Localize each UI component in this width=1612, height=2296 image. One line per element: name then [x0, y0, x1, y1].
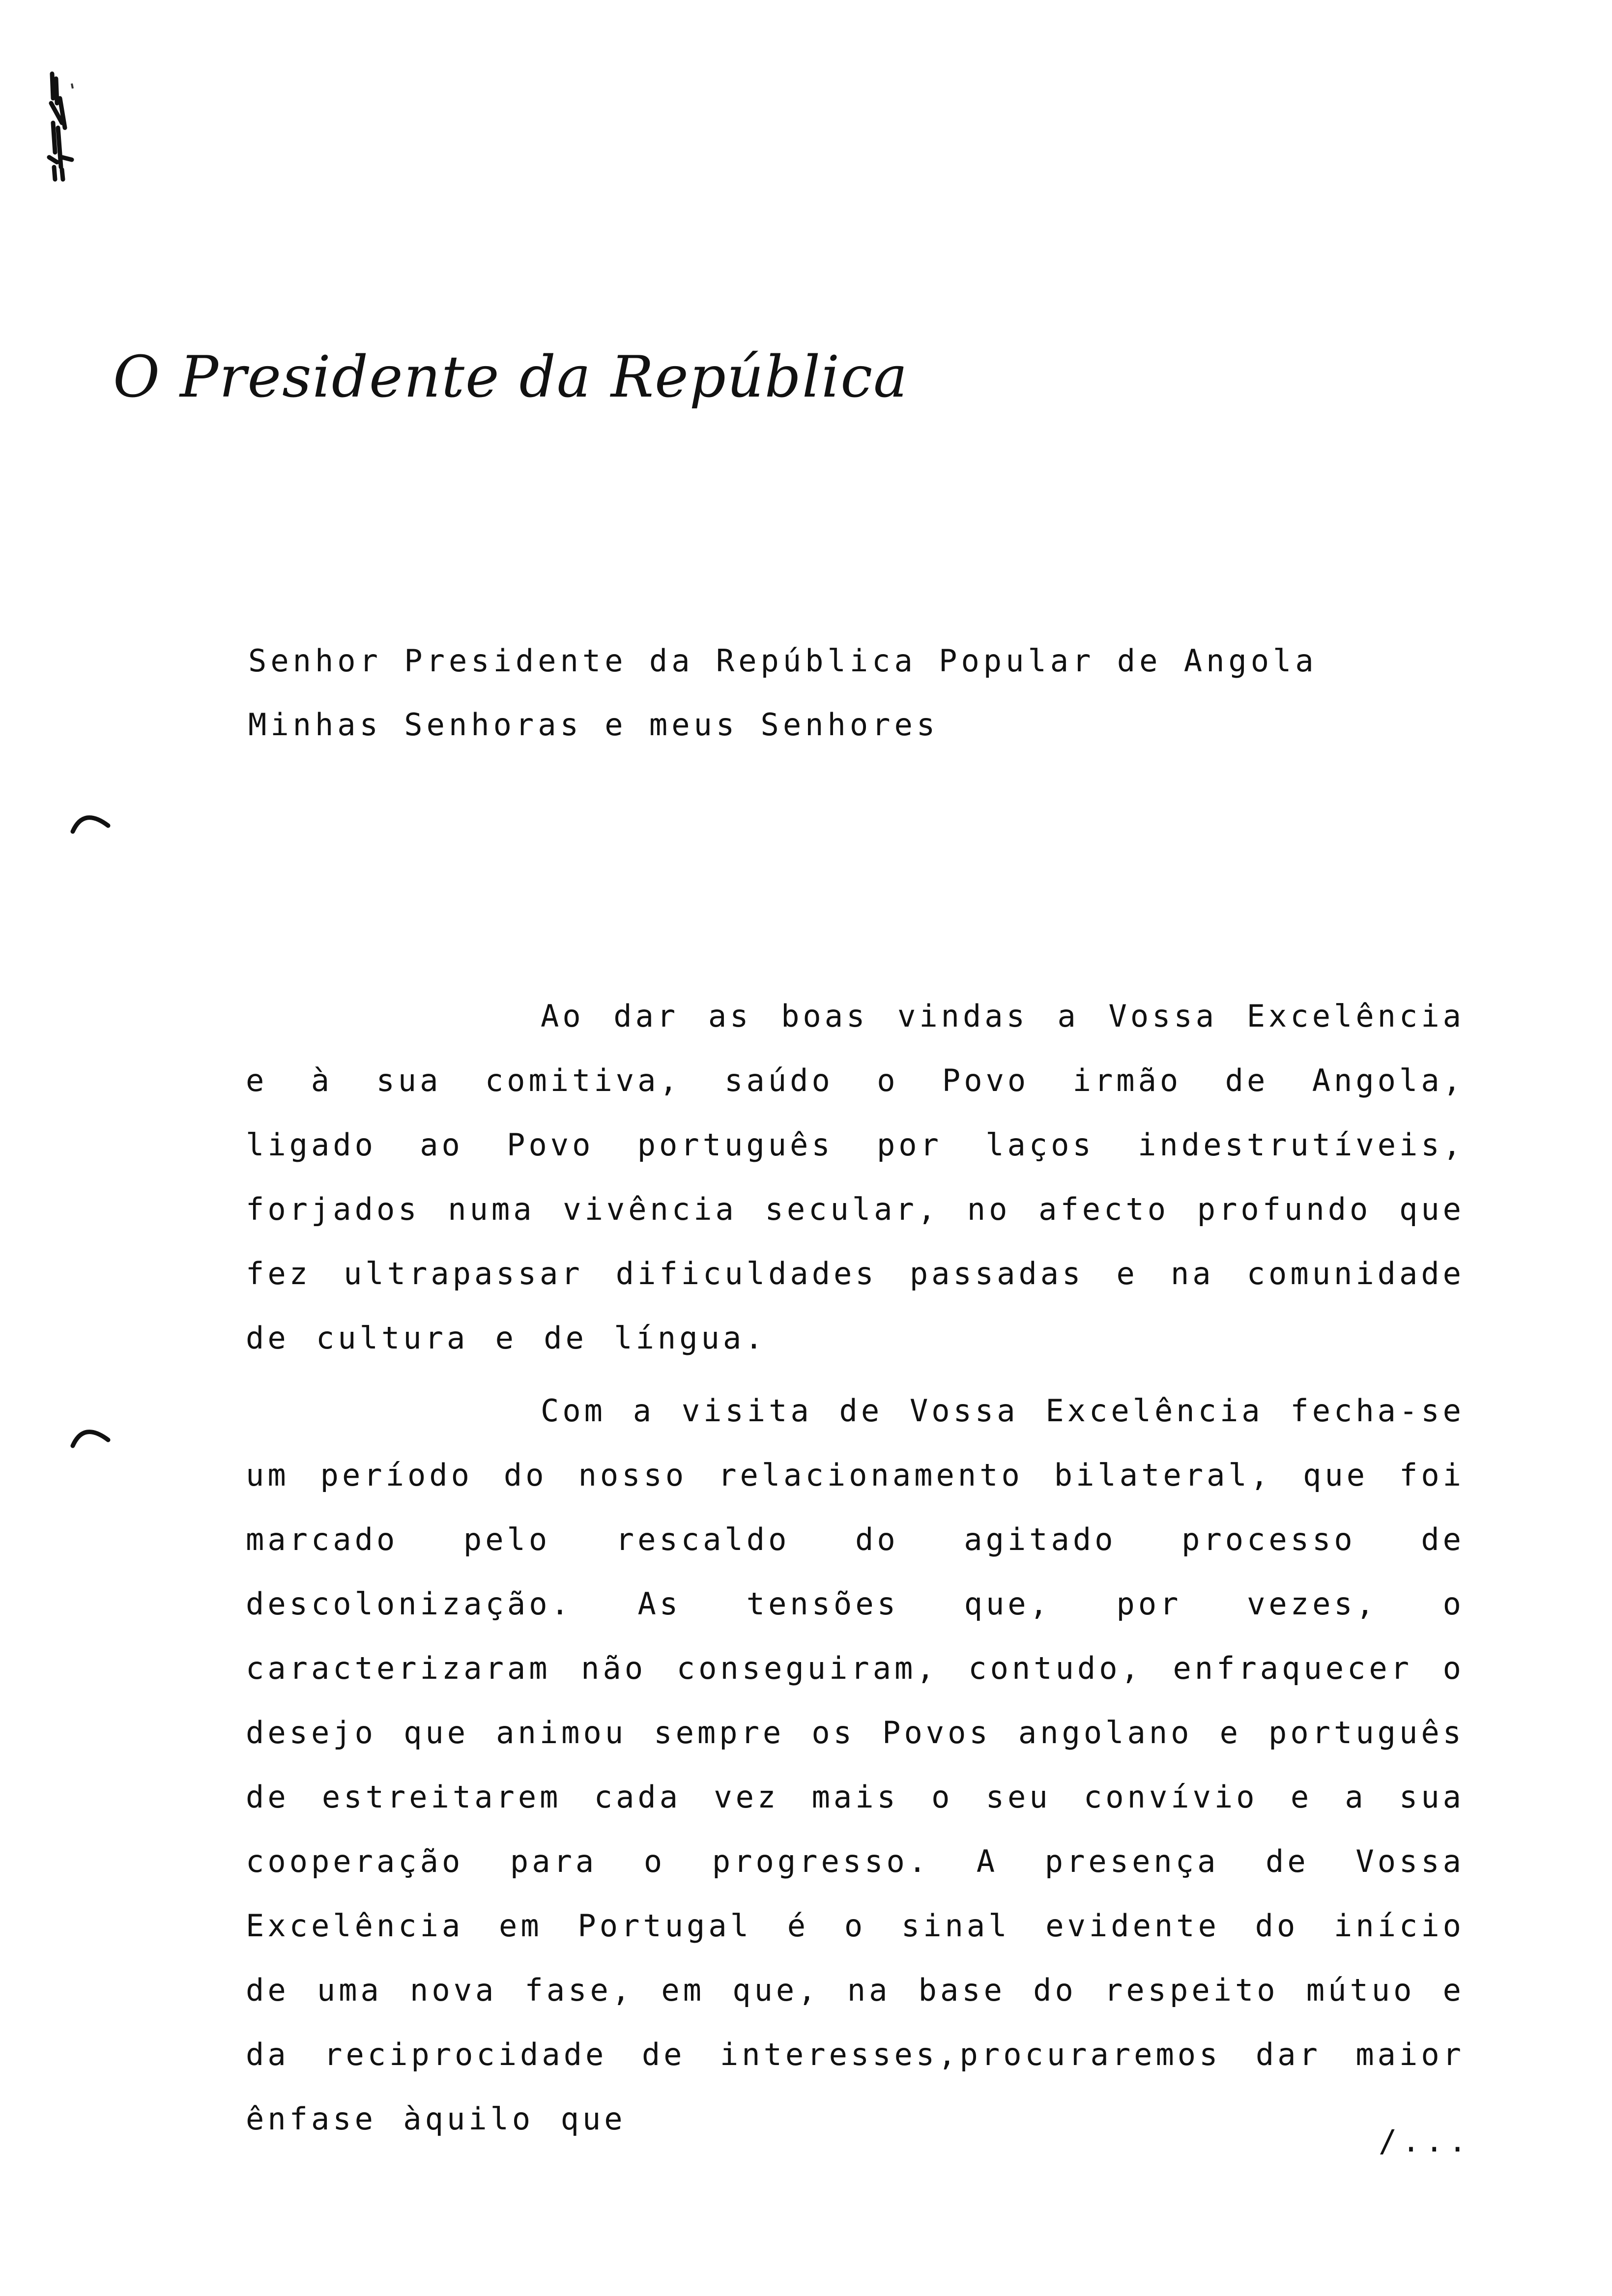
salutation-line-1: Senhor Presidente da República Popular de Angola	[248, 643, 1318, 679]
salutation	[248, 629, 1477, 757]
paragraph-2	[246, 1378, 1465, 2151]
salutation-line-2: Minhas Senhoras e meus Senhores	[248, 707, 939, 743]
letterhead-title: O Presidente da República	[113, 344, 909, 410]
punch-hole-mark-icon	[69, 1420, 113, 1450]
scan-corner-mark-icon	[42, 69, 86, 182]
paragraph-2-text: Com a visita de Vossa Excelência fecha-se um período do nosso relacionamento bilateral, que foi marcado pelo rescaldo do agitado processo de descolonização. As tensões que, por vezes, o caracterizaram não conseguiram, contudo, enfraquecer o desejo que animou sempre os Povos angolano e português de estreitarem cada vez mais o seu convívio e a sua cooperação para o progresso. A presença de Vossa Excelência em Portugal é o sinal evidente do início de uma nova fase, em que, na base do respeito mútuo e da reciprocidade de interesses,procuraremos dar maior ênfase àquilo que	[246, 1393, 1465, 2137]
paragraph-1	[246, 984, 1465, 1370]
paragraph-1-text: Ao dar as boas vindas a Vossa Excelência e à sua comitiva, saúdo o Povo irmão de Angola, ligado ao Povo português por laços indestrutíveis, forjados numa vivência secular, no afecto profundo que fez ultrapassar dificuldades passadas e na comunidade de cultura e de língua.	[246, 998, 1465, 1356]
punch-hole-mark-icon	[69, 806, 113, 835]
page-continuation-marker: /...	[1379, 2123, 1472, 2159]
